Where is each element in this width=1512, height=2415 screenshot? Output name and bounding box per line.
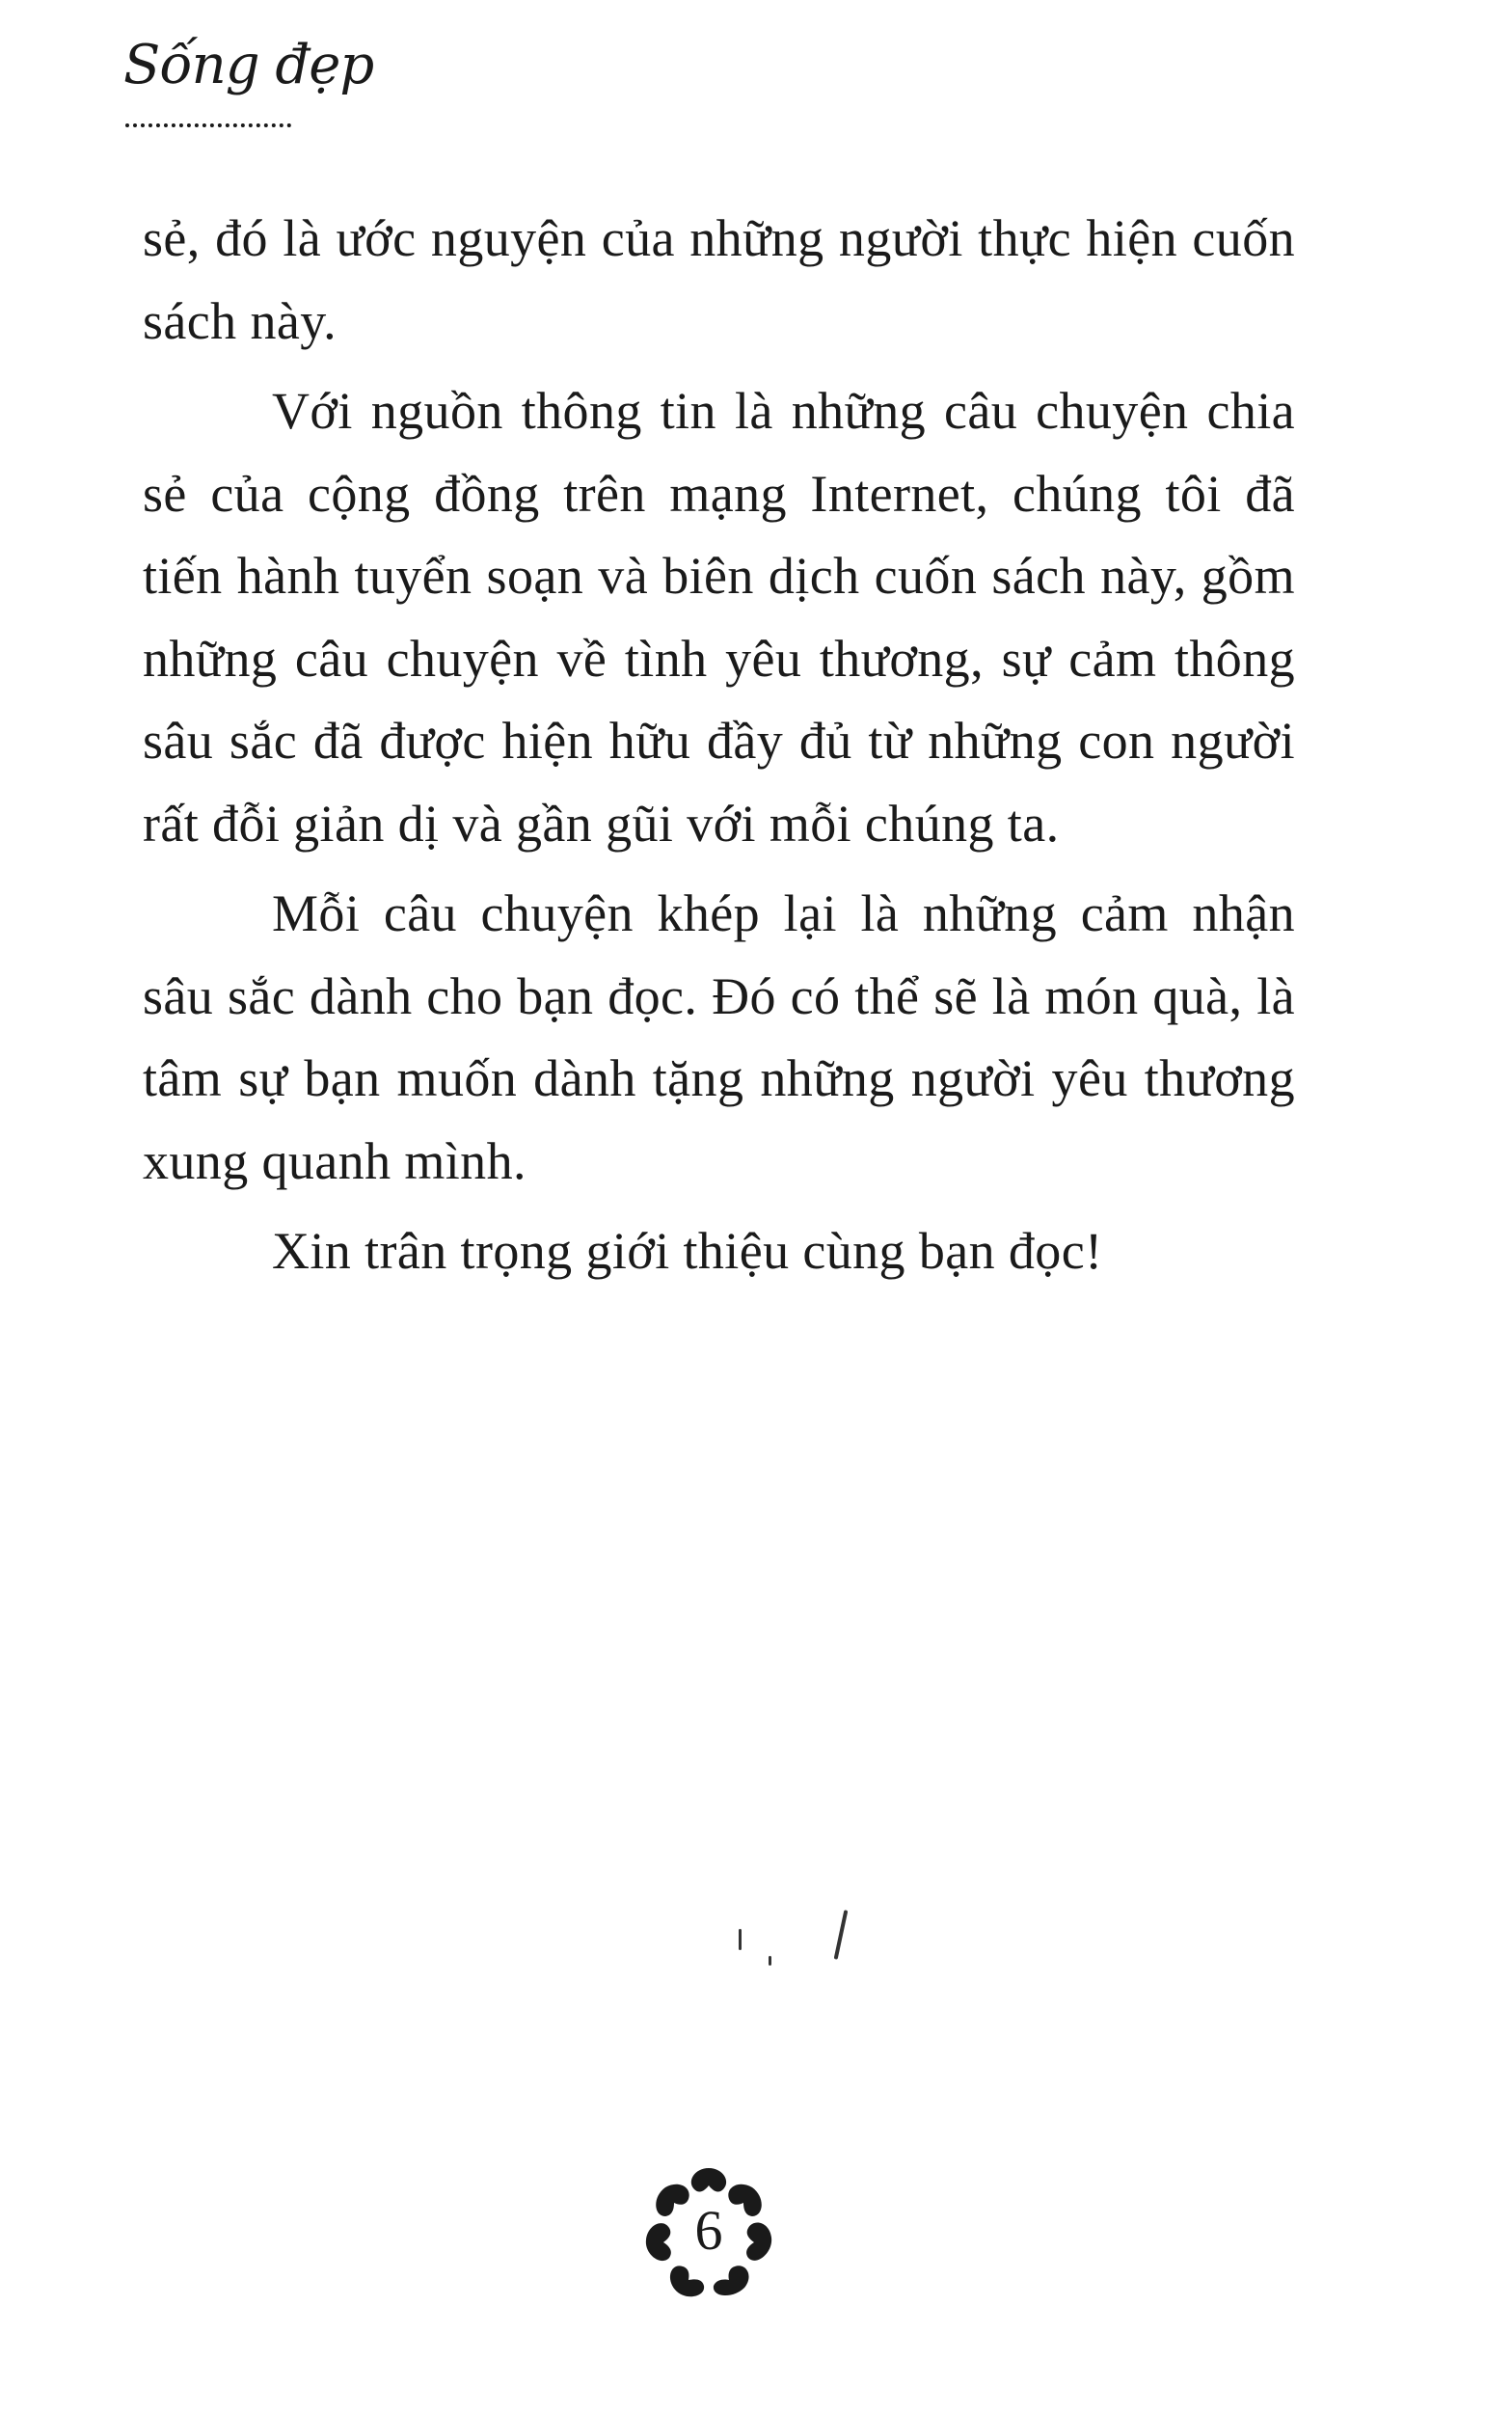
scan-speck: [769, 1956, 771, 1966]
closing-line: Xin trân trọng giới thiệu cùng bạn đọc!: [272, 1222, 1103, 1280]
running-header: Sống đẹp: [123, 34, 374, 96]
scan-speck: [834, 1910, 849, 1960]
page-number: 6: [694, 2199, 723, 2262]
page-number-ornament: [636, 2160, 781, 2305]
paragraph: Mỗi câu chuyện khép lại là những cảm nhận sâu sắc dành cho bạn đọc. Đó có thể sẽ là món quà, là tâm sự bạn muốn dành tặng những người yêu thương xung quanh mình.: [143, 884, 1295, 1190]
paragraph-continued: sẻ, đó là ước nguyện của những người thực hiện cuốn sách này.: [143, 209, 1295, 350]
header-dotted-rule: [125, 123, 291, 127]
page-body: [143, 198, 1295, 1301]
paragraph: Với nguồn thông tin là những câu chuyện chia sẻ của cộng đồng trên mạng Internet, chúng tôi đã tiến hành tuyển soạn và biên dịch cuốn sách này, gồm những câu chuyện về tình yêu thương, sự cảm thông sâu sắc đã được hiện hữu đầy đủ từ những con người rất đỗi giản dị và gần gũi với mỗi chúng ta.: [143, 382, 1295, 853]
scan-speck: [739, 1929, 742, 1950]
